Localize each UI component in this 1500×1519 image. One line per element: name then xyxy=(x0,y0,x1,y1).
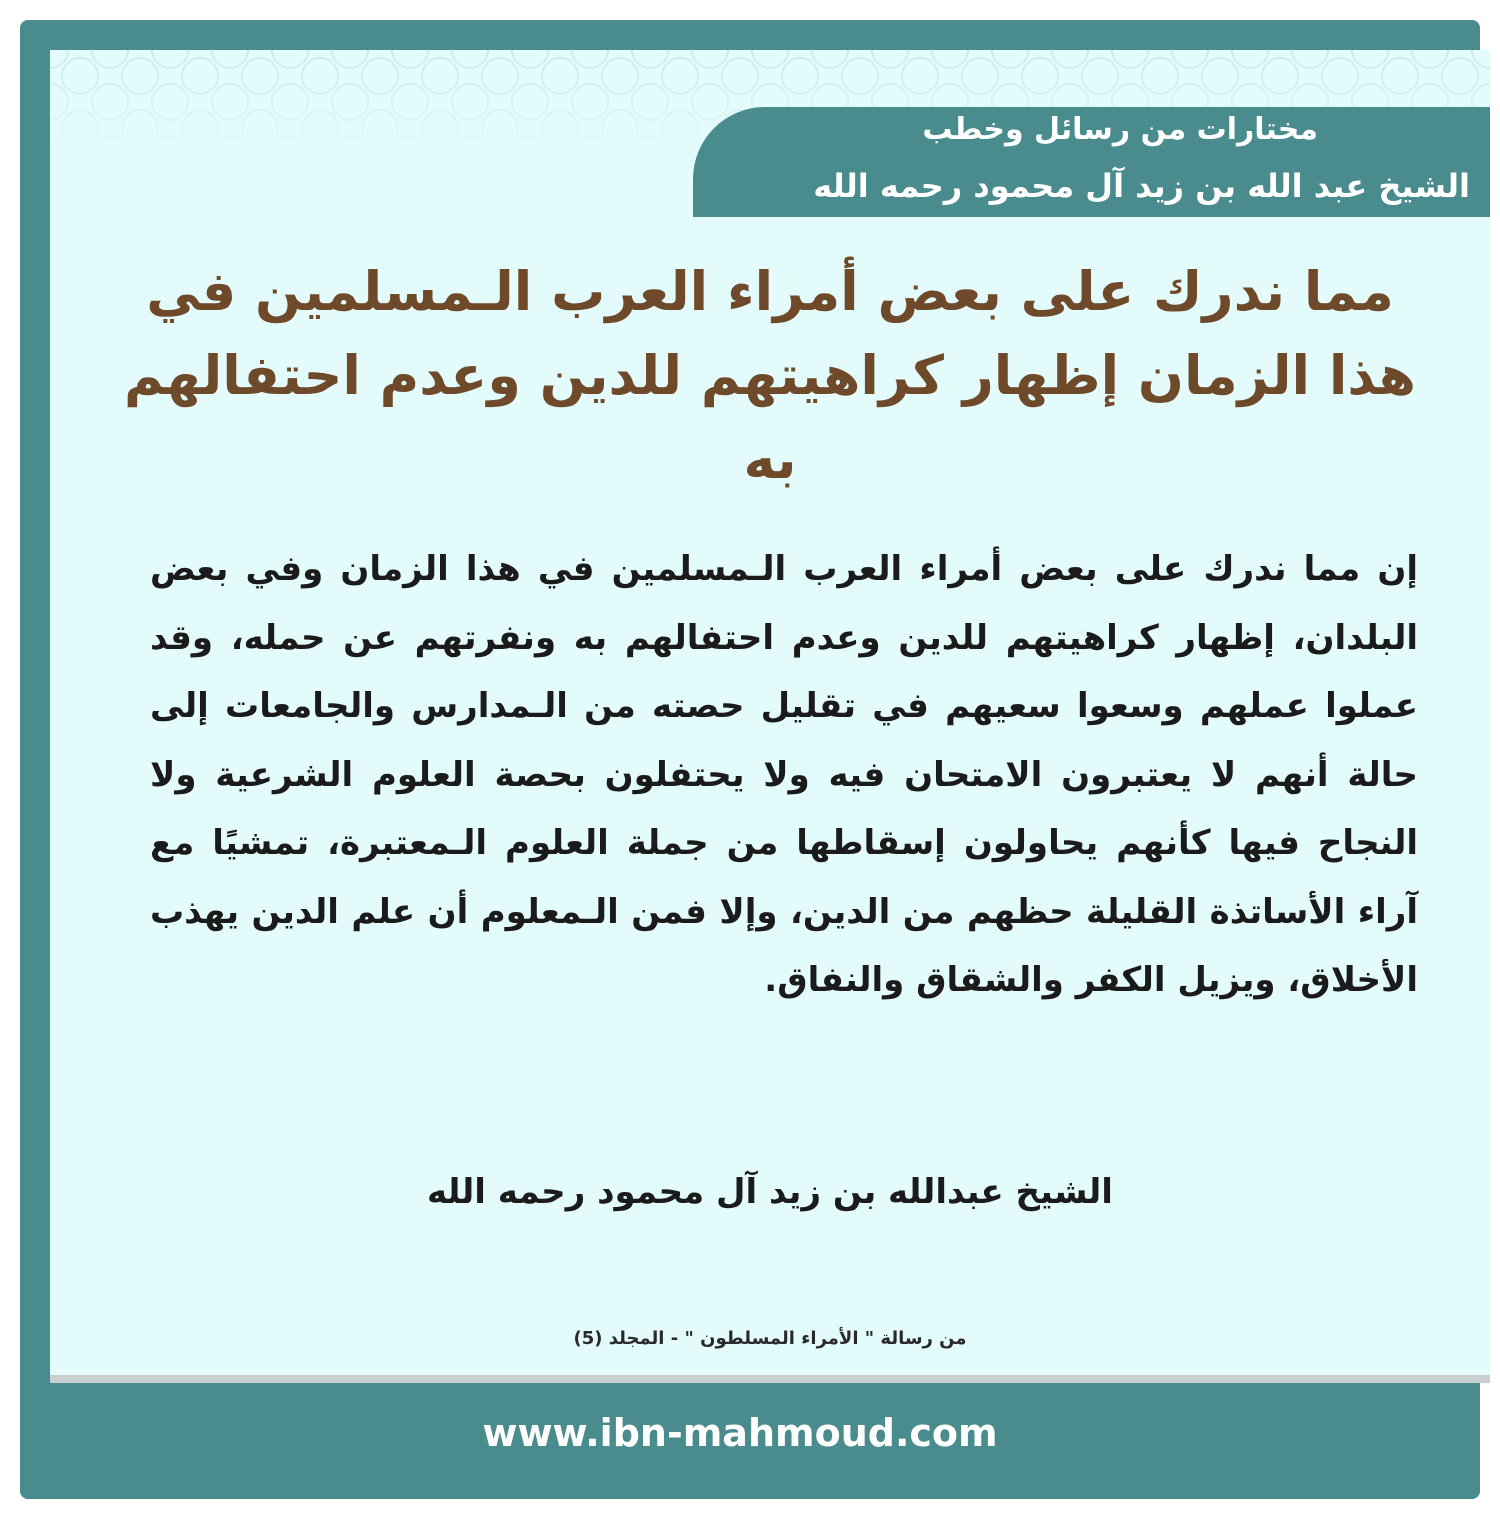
header-author-name: الشيخ عبد الله بن زيد آل محمود رحمه الله xyxy=(813,167,1470,205)
outer-frame xyxy=(20,20,1480,1499)
source-citation: من رسالة " الأمراء المسلطون " - المجلد (5) xyxy=(573,1328,967,1349)
article-title: مما ندرك على بعض أمراء العرب الـمسلمين في هذا الزمان إظهار كراهيتهم للدين وعدم احتفالهم به xyxy=(123,260,1417,491)
divider-stripe xyxy=(50,1375,1490,1383)
content-card xyxy=(50,50,1490,1383)
article-body: إن مما ندرك على بعض أمراء العرب الـمسلمين في هذا الزمان وفي بعض البلدان، إظهار كراهيتهم للدين وعدم احتفالهم به ونفرتهم عن حمله، وقد عملوا عملهم وسعوا سعيهم في تقليل حصته من الـمدارس والجامعات إلى حالة أنهم لا يعتبرون الامتحان فيه ولا يحتفلون بحصة العلوم الشرعية ولا النجاح فيها كأنهم يحاولون إسقاطها من جملة العلوم الـمعتبرة، تمشيًا مع آراء الأساتذة القليلة حظهم من الدين، وإلا فمن الـمعلوم أن علم الدين يهذب الأخلاق، ويزيل الكفر والشقاق والنفاق. xyxy=(150,549,1418,1000)
header-series-title: مختارات من رسائل وخطب xyxy=(922,112,1318,147)
author-signature: الشيخ عبدالله بن زيد آل محمود رحمه الله xyxy=(427,1172,1113,1212)
website-link[interactable]: www.ibn-mahmoud.com xyxy=(482,1411,998,1455)
